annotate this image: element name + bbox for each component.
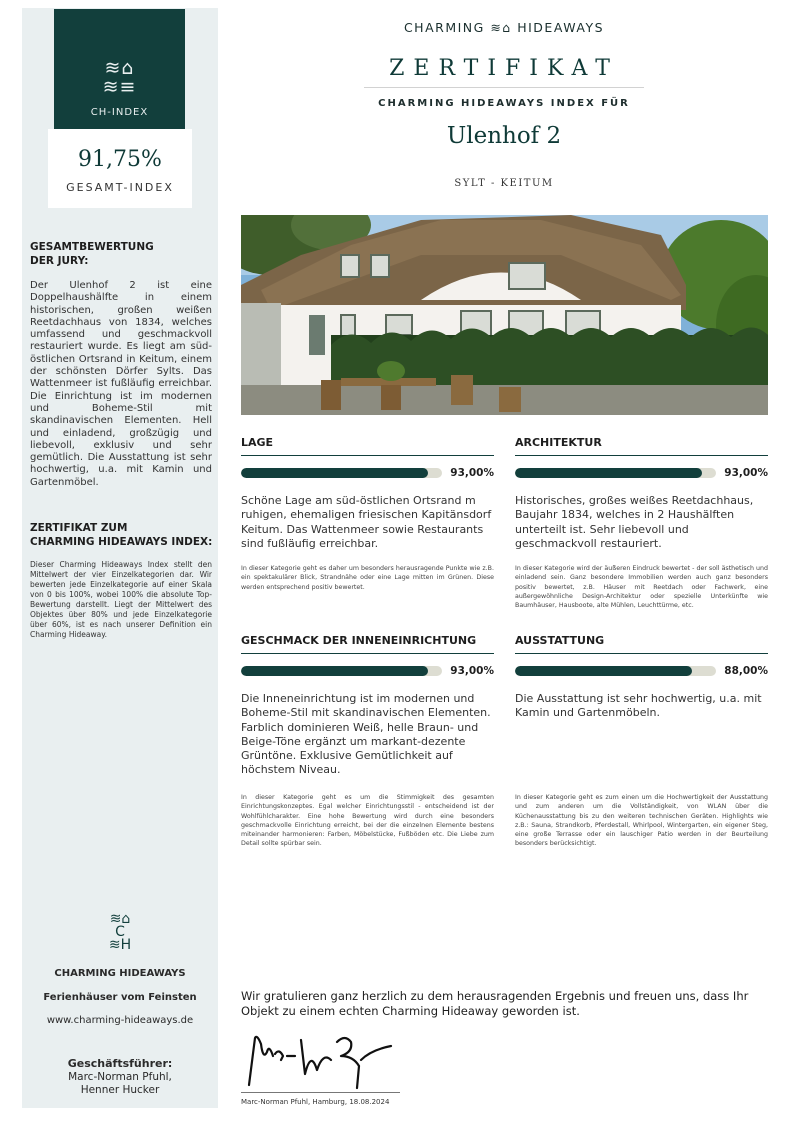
ch-index-logo bbox=[54, 9, 185, 130]
score-bar-track bbox=[241, 468, 442, 478]
footer-mark-line: ≋⌂ bbox=[109, 911, 131, 927]
category-text: Die Ausstattung ist sehr hochwertig, u.a. mit Kamin und Gartenmöbeln. bbox=[515, 692, 762, 720]
footer-managers bbox=[22, 1071, 218, 1097]
score-percent: 93,00% bbox=[450, 467, 494, 479]
footer-brand-name: CHARMING HIDEAWAYS bbox=[54, 968, 186, 979]
property-location: SYLT - KEITUM bbox=[454, 178, 554, 189]
footer-managers-label: Geschäftsführer: bbox=[67, 1057, 173, 1070]
jury-heading bbox=[30, 240, 154, 268]
score-percent: 93,00% bbox=[450, 665, 494, 677]
certificate-info-heading bbox=[30, 521, 212, 549]
score-bar-fill bbox=[241, 468, 428, 478]
category-ausstattung bbox=[515, 634, 768, 721]
category-lage bbox=[241, 436, 494, 551]
category-divider bbox=[241, 653, 494, 654]
property-photo bbox=[241, 215, 768, 415]
footer-mark-line: C bbox=[115, 924, 125, 940]
footer-brand-mark-icon bbox=[22, 913, 218, 952]
category-text: Die Inneneinrichtung ist im modernen und Boheme-Stil mit skandinavischen Elementen. Farblich dominieren Weiß, helle Braun- und Beige-Töne ergänzt um markant-dezente Grüntöne. Exklusive Gemütlichkeit auf höchstem Niveau. bbox=[241, 692, 491, 777]
score-bar-track bbox=[241, 666, 442, 676]
score-bar-fill bbox=[515, 468, 702, 478]
score-bar-track bbox=[515, 468, 716, 478]
score-percent: 88,00% bbox=[724, 665, 768, 677]
category-note: In dieser Kategorie wird der äußeren Eindruck bewertet - der soll ästhetisch und einladend sein. Ganz besondere Immobilien werden auch ganz besonders positiv bewertet, z.B. Häuser mit Reetdach oder Fachwerk, eine außergewöhnliche Design-Architektur oder spezielle Unterkünfte wie Baumhäuser, Hausboote, alte Mühlen, Leuchttürme, etc. bbox=[515, 565, 768, 610]
congratulations-text: Wir gratulieren ganz herzlich zu dem herausragenden Ergebnis und freuen uns, dass Ihr Objekt zu einem echten Charming Hideaway geworden ist. bbox=[241, 989, 749, 1018]
score-card bbox=[48, 129, 192, 208]
category-note: In dieser Kategorie geht es daher um besonders herausragende Punkte wie z.B. ein spektakulärer Blick, Strandnähe oder eine Lage mitten im Grünen. Diese werden entsprechend positiv bewertet. bbox=[241, 565, 494, 591]
score-bar-track bbox=[515, 666, 716, 676]
score-bar-fill bbox=[241, 666, 428, 676]
category-divider bbox=[515, 455, 768, 456]
index-for-label: CHARMING HIDEAWAYS INDEX FÜR bbox=[378, 98, 630, 109]
score-bar bbox=[515, 664, 768, 678]
score-percent: 93,00% bbox=[724, 467, 768, 479]
score-bar-fill bbox=[515, 666, 692, 676]
category-note: In dieser Kategorie geht es um die Stimmigkeit des gesamten Einrichtungskonzeptes. Egal welcher Einrichtungsstil - entscheidend ist der Wohlfühlcharakter. Eine hohe Bewertung wird durch eine besonders geschmackvolle Einrichtung erreicht, bei der die einzelnen Elemente bestens miteinander harmonieren: Farben, Möbelstücke, Fußböden etc. Die Liebe zum Detail sollte spürbar sein. bbox=[241, 794, 494, 848]
category-note: In dieser Kategorie geht es zum einen um die Hochwertigkeit der Ausstattung und zum anderen um die Vollständigkeit, von WLAN über die Küchenausstattung bis zu den weiteren technischen Geräten. Highlights wie z.B.: Sauna, Strandkorb, Pferdestall, Whirlpool, Wintergarten, ein eigener Steg, eine große Terrasse oder ein lauschiger Patio werden in der Beurteilung besonders berücksichtigt. bbox=[515, 794, 768, 848]
category-divider bbox=[515, 653, 768, 654]
brand-mark-icon: ≋⌂ ≋≡ bbox=[102, 57, 137, 98]
certificate-info-heading-line2: CHARMING HIDEAWAYS INDEX: bbox=[30, 536, 213, 548]
score-bar bbox=[241, 664, 494, 678]
brand-header bbox=[364, 20, 644, 35]
signature-line bbox=[241, 1092, 400, 1093]
brand-header-icon: ≋⌂ bbox=[490, 20, 512, 35]
category-divider bbox=[241, 455, 494, 456]
total-score-label: GESAMT-INDEX bbox=[66, 181, 174, 194]
brand-header-left: CHARMING bbox=[403, 20, 485, 35]
manager-name: Marc-Norman Pfuhl, bbox=[68, 1071, 172, 1083]
certificate-title: ZERTIFIKAT bbox=[389, 56, 619, 81]
category-architektur bbox=[515, 436, 768, 551]
category-title: AUSSTATTUNG bbox=[515, 634, 605, 647]
property-name: Ulenhof 2 bbox=[446, 123, 562, 149]
sidebar bbox=[22, 8, 218, 1108]
total-score: 91,75% bbox=[78, 147, 162, 172]
signature-caption: Marc-Norman Pfuhl, Hamburg, 18.08.2024 bbox=[241, 1098, 390, 1106]
category-inneneinrichtung bbox=[241, 634, 494, 778]
manager-name: Henner Hucker bbox=[80, 1084, 160, 1096]
logo-label: CH-INDEX bbox=[90, 107, 149, 118]
title-divider bbox=[364, 87, 644, 88]
score-bar bbox=[241, 466, 494, 480]
category-title: GESCHMACK DER INNENEINRICHTUNG bbox=[241, 634, 477, 647]
category-title: ARCHITEKTUR bbox=[515, 436, 602, 449]
certificate-info-heading-line1: ZERTIFIKAT ZUM bbox=[30, 522, 128, 534]
footer-website-link[interactable]: www.charming-hideaways.de bbox=[46, 1015, 194, 1026]
signature-icon bbox=[241, 1030, 401, 1094]
brand-header-right: HIDEAWAYS bbox=[517, 20, 605, 35]
category-title: LAGE bbox=[241, 436, 274, 449]
footer-mark-line: ≋H bbox=[108, 937, 132, 953]
jury-text: Der Ulenhof 2 ist eine Doppelhaushälfte in einem historischen, großen weißen Reetdachhaus von 1834, welches umfassend und geschmackvoll restauriert wurde. Es liegt am süd-östlichen Ortsrand in Keitum, einem der schönsten Dörfer Sylts. Das Wattenmeer ist fußläufig erreichbar. Die Einrichtung ist im modernen und Boheme-Stil mit skandinavischen Elementen. Hell und einladend, großzügig und liebevoll, exklusiv und sehr gemütlich. Die Ausstattung ist sehr hochwertig, u.a. mit Kamin und Gartenmöbel. bbox=[30, 280, 212, 488]
score-bar bbox=[515, 466, 768, 480]
footer-tagline: Ferienhäuser vom Feinsten bbox=[43, 992, 197, 1003]
category-text: Schöne Lage am süd-östlichen Ortsrand m ruhigen, ehemaligen friesischen Kapitänsdorf Keitum. Das Wattenmeer sowie Restaurants sind fußläufig erreichbar. bbox=[241, 494, 492, 550]
jury-heading-line1: GESAMTBEWERTUNG bbox=[30, 241, 154, 253]
jury-heading-line2: DER JURY: bbox=[30, 255, 89, 267]
category-text: Historisches, großes weißes Reetdachhaus, Baujahr 1834, welches in 2 Haushälften unterteilt ist. Sehr liebevoll und geschmackvoll restauriert. bbox=[515, 494, 754, 550]
certificate-info-text: Dieser Charming Hideaways Index stellt den Mittelwert der vier Einzelkategorien dar. Wir bewerten jede Einzelkategorie auf einer Skala von 0 bis 100%, wobei 100% die absolute Top-Bewertung darstellt. Liegt der Mittelwert des Objektes über 80% und jede Einzelkategorie über 60%, ist es nach unserer Definition ein Charming Hideaway. bbox=[30, 560, 212, 639]
